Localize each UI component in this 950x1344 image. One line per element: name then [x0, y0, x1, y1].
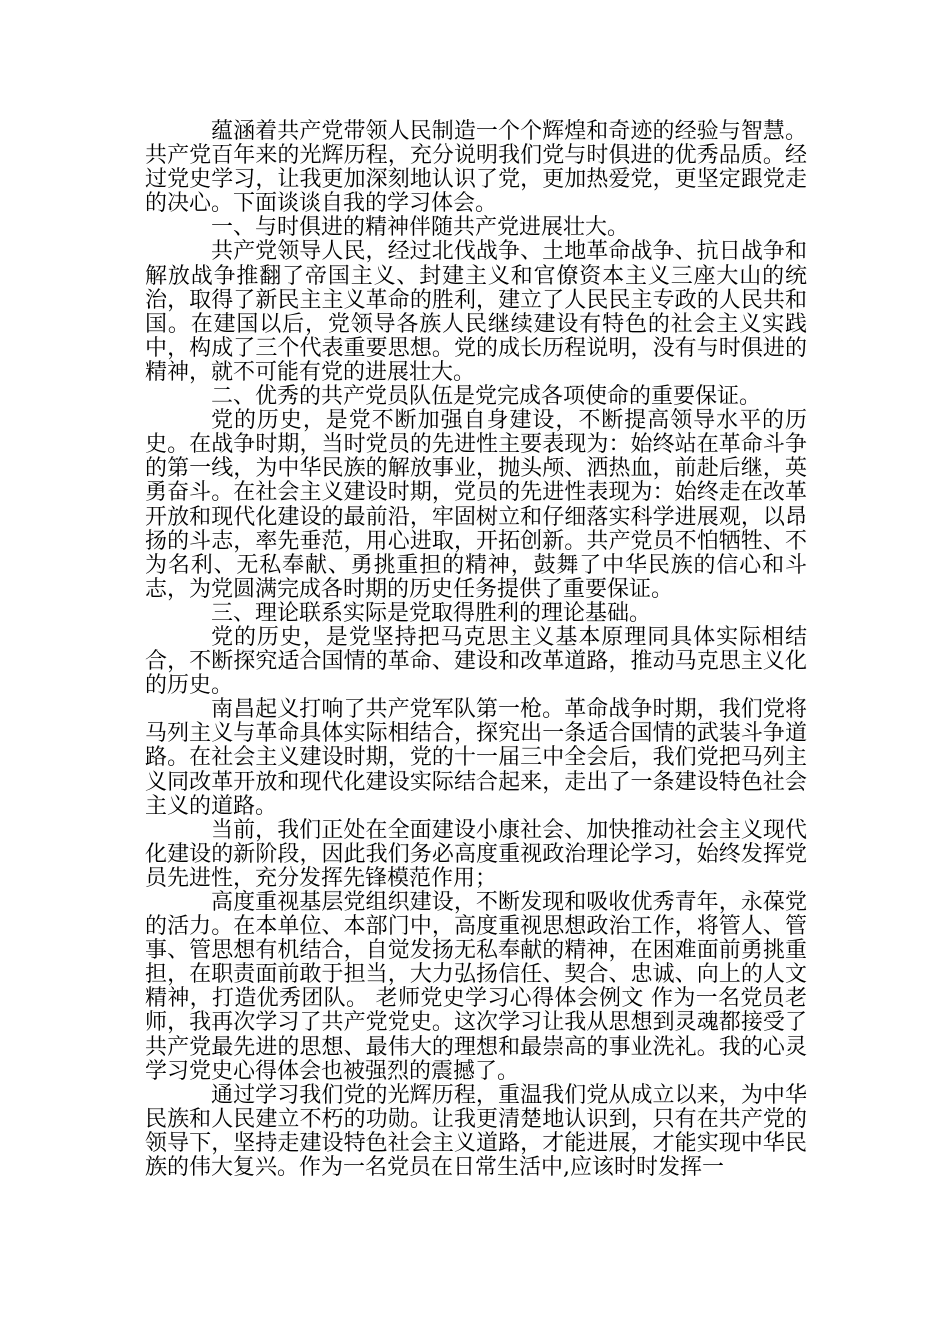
- document-body: [145, 120, 807, 1180]
- paragraph-section-3c: 当前，我们正处在全面建设小康社会、加快推动社会主义现代化建设的新阶段，因此我们务必高度重视政治理论学习，始终发挥党员先进性，充分发挥先锋模范作用；: [145, 817, 807, 891]
- paragraph-closing: 通过学习我们党的光辉历程，重温我们党从成立以来，为中华民族和人民建立不朽的功勋。让我更清楚地认识到，只有在共产党的领导下，坚持走建设特色社会主义道路，才能进展，才能实现中华民族的伟大复兴。作为一名党员在日常生活中,应该时时发挥一: [145, 1082, 807, 1181]
- paragraph-section-2: 党的历史，是党不断加强自身建设，不断提高领导水平的历史。在战争时期，当时党员的先进性主要表现为：始终站在革命斗争的第一线，为中华民族的解放事业，抛头颅、洒热血，前赴后继，英勇奋斗。在社会主义建设时期，党员的先进性表现为：始终走在改革开放和现代化建设的最前沿，牢固树立和仔细落实科学进展观，以昂扬的斗志，率先垂范，用心进取，开拓创新。共产党员不怕牺牲、不为名利、无私奉献、勇挑重担的精神，鼓舞了中华民族的信心和斗志，为党圆满完成各时期的历史任务提供了重要保证。: [145, 408, 807, 602]
- paragraph-section-1: 共产党领导人民，经过北伐战争、土地革命战争、抗日战争和解放战争推翻了帝国主义、封建主义和官僚资本主义三座大山的统治，取得了新民主主义革命的胜利，建立了人民民主专政的人民共和国。在建国以后，党领导各族人民继续建设有特色的社会主义实践中，构成了三个代表重要思想。党的成长历程说明，没有与时俱进的精神，就不可能有党的进展壮大。: [145, 239, 807, 385]
- heading-section-3: 三、理论联系实际是党取得胜利的理论基础。: [211, 600, 652, 626]
- paragraph-section-3d: 高度重视基层党组织建设，不断发现和吸收优秀青年，永葆党的活力。在本单位、本部门中，高度重视思想政治工作，将管人、管事、管思想有机结合，自觉发扬无私奉献的精神，在困难面前勇挑重担，在职责面前敢于担当，大力弘扬信任、契合、忠诚、向上的人文精神，打造优秀团队。 老师党史学习心得体会例文 作为一名党员老师，我再次学习了共产党党史。这次学习让我从思想到灵魂都接受了共产党最先进的思想、最伟大的理想和最崇高的事业洗礼。我的心灵学习党史心得体会也被强烈的震撼了。: [145, 890, 807, 1084]
- heading-section-1: 一、与时俱进的精神伴随共产党进展壮大。: [211, 215, 630, 241]
- paragraph-section-3a: 党的历史，是党坚持把马克思主义基本原理同具体实际相结合，不断探究适合国情的革命、建设和改革道路，推动马克思主义化的历史。: [145, 624, 807, 699]
- paragraph-section-3b: 南昌起义打响了共产党军队第一枪。革命战争时期，我们党将马列主义与革命具体实际相结合，探究出一条适合国情的武装斗争道路。在社会主义建设时期，党的十一届三中全会后，我们党把马列主义同改革开放和现代化建设实际结合起来，走出了一条建设特色社会主义的道路。: [145, 697, 807, 819]
- heading-section-2: 二、优秀的共产党员队伍是党完成各项使命的重要保证。: [211, 384, 762, 410]
- paragraph-intro: 蕴涵着共产党带领人民制造一个个辉煌和奇迹的经验与智慧。共产党百年来的光辉历程，充分说明我们党与时俱进的优秀品质。经过党史学习，让我更加深刻地认识了党，更加热爱党，更坚定跟党走的决心。下面谈谈自我的学习体会。: [145, 119, 807, 217]
